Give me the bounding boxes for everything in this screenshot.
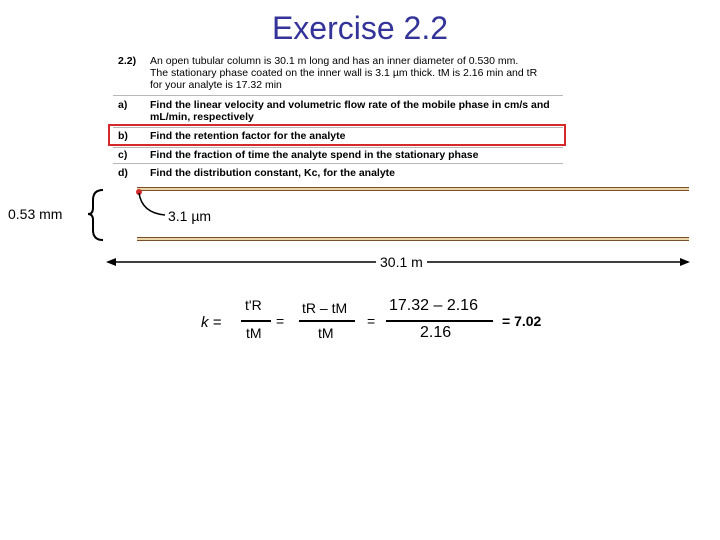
result-value: = 7.02 (502, 313, 542, 329)
question-intro-line-1: An open tubular column is 30.1 m long and has an inner diameter of 0.530 mm. (150, 55, 519, 67)
part-a-line-2: mL/min, respectively (150, 111, 254, 123)
part-d-line-1: Find the distribution constant, Kc, for the analyte (150, 167, 396, 179)
frac1-numerator: t'R (245, 297, 262, 313)
part-a-line-1: Find the linear velocity and volumetric flow rate of the mobile phase in cm/s and (150, 99, 550, 111)
question-intro-line-3: for your analyte is 17.32 min (150, 79, 282, 91)
question-intro-line-2: The stationary phase coated on the inner wall is 3.1 µm thick. tM is 2.16 min and tR (150, 67, 538, 79)
thickness-label: 3.1 µm (168, 208, 212, 224)
thickness-pointer (139, 193, 165, 215)
frac2-numerator: tR – tM (302, 300, 348, 316)
frac2-denominator: tM (318, 325, 334, 341)
equals-1: = (276, 313, 285, 329)
diameter-brace (88, 190, 103, 240)
part-b-label: b) (118, 130, 128, 142)
k-symbol: k = (201, 314, 222, 331)
length-arrow-left-head (106, 258, 116, 266)
frac3-denominator: 2.16 (420, 324, 452, 341)
part-b-line-1: Find the retention factor for the analyte (150, 130, 346, 142)
equals-2: = (367, 313, 376, 329)
part-c-label: c) (118, 149, 128, 161)
question-number: 2.2) (118, 55, 137, 67)
page-title: Exercise 2.2 (271, 10, 449, 46)
frac3-bar (386, 320, 493, 322)
frac3-numerator: 17.32 – 2.16 (389, 297, 478, 314)
part-d-label: d) (118, 167, 128, 179)
length-arrow-right-head (680, 258, 690, 266)
length-label: 30.1 m (376, 254, 427, 270)
diameter-label: 0.53 mm (8, 206, 63, 222)
part-a-label: a) (118, 99, 128, 111)
part-c-line-1: Find the fraction of time the analyte spend in the stationary phase (150, 149, 479, 161)
frac2-bar (299, 320, 355, 322)
frac1-bar (241, 320, 271, 322)
frac1-denominator: tM (246, 325, 262, 341)
